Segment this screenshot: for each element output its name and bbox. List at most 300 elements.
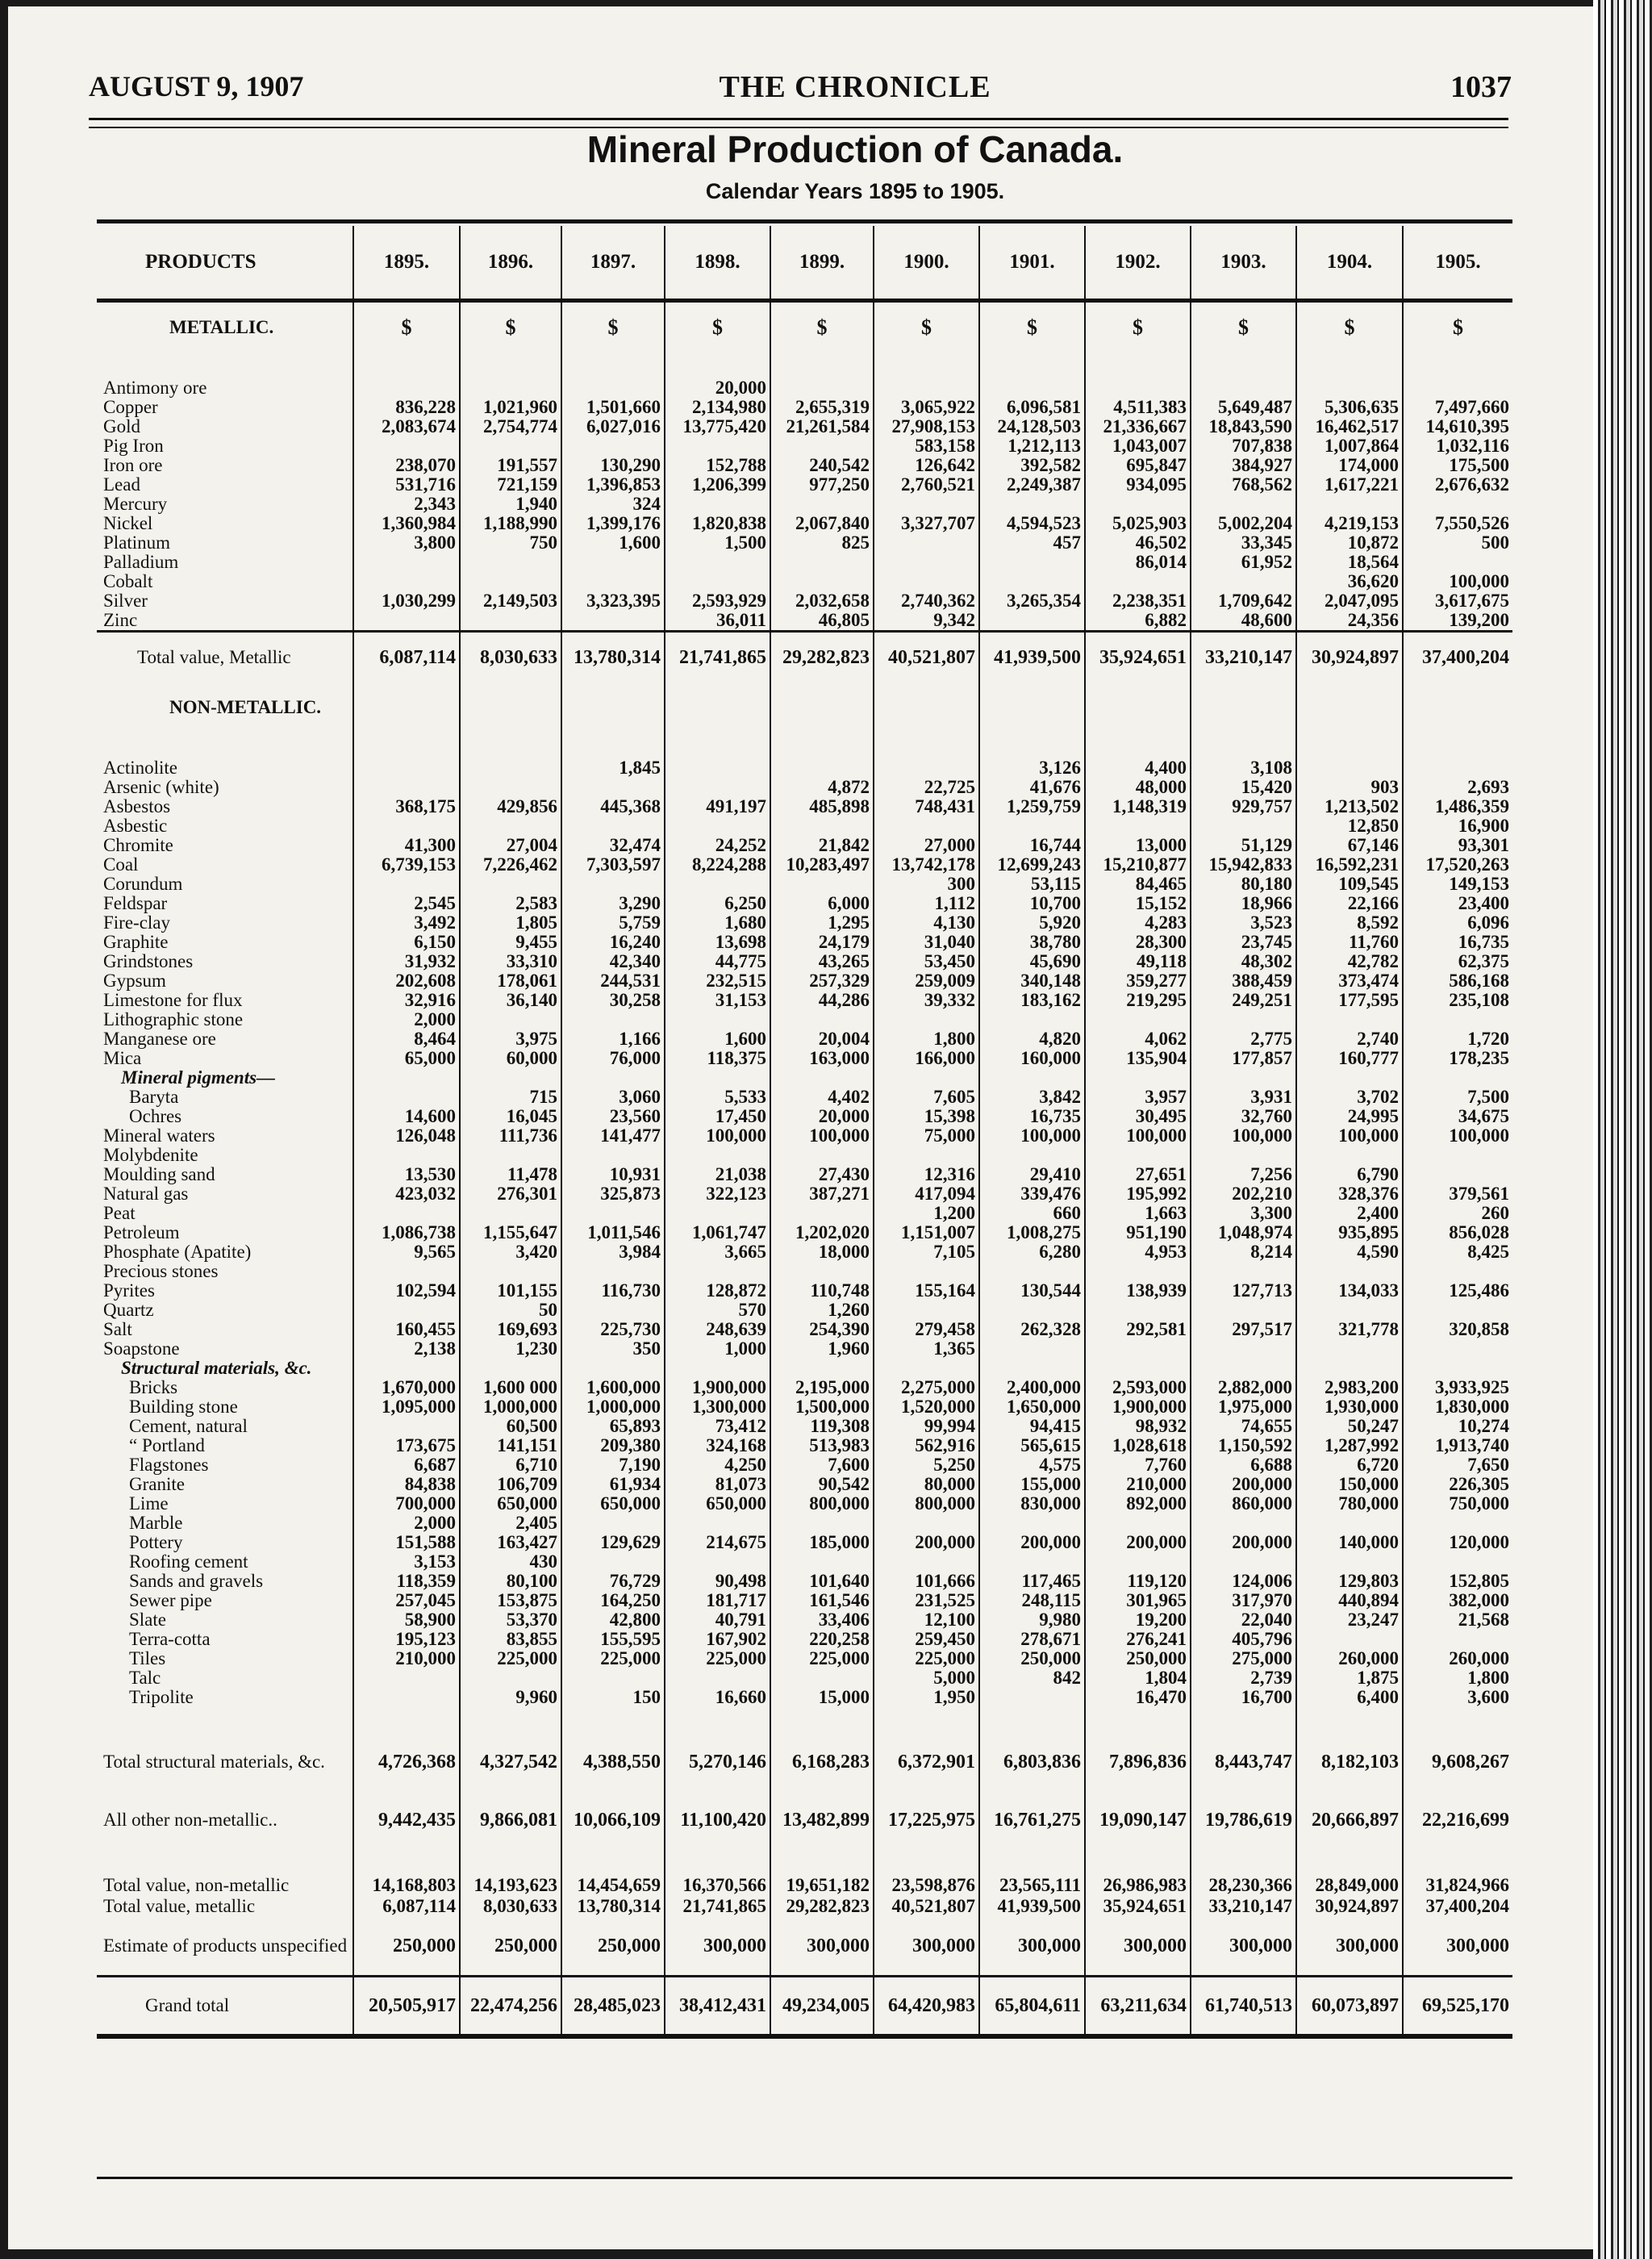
value-cell [561,733,665,758]
value-cell: 49,118 [1085,952,1191,971]
value-cell [1191,733,1296,758]
value-cell [353,875,460,894]
value-cell: 17,450 [665,1107,770,1126]
product-label: Silver [103,591,148,611]
value-cell: 126,048 [353,1126,460,1146]
value-cell: 100,000 [1191,1126,1296,1146]
products-header: PRODUCTS [97,226,353,301]
value-cell: 101,666 [874,1572,979,1591]
value-cell [874,572,979,591]
value-cell: 60,073,897 [1296,1977,1403,2037]
table-row [97,456,1512,475]
value-cell: 94,415 [979,1417,1085,1436]
year-header: 1896. [460,226,561,301]
value-cell: 11,478 [460,1165,561,1184]
value-cell [460,572,561,591]
value-cell: 13,780,314 [561,632,665,683]
value-cell [1085,816,1191,836]
value-cell: 5,649,487 [1191,398,1296,417]
table-row [97,1068,1512,1088]
value-cell: 3,975 [460,1029,561,1049]
value-cell: 1,188,990 [460,514,561,533]
value-cell: 20,666,897 [1296,1791,1403,1849]
value-cell: 491,197 [665,797,770,816]
value-cell: 31,040 [874,933,979,952]
value-cell: 1,600,000 [561,1378,665,1397]
table-row [97,778,1512,797]
value-cell [770,1068,874,1088]
spacer-row [97,1707,1512,1733]
value-cell: 124,006 [1191,1572,1296,1591]
value-cell [353,1262,460,1281]
value-cell [1403,1339,1512,1359]
value-cell: 339,476 [979,1184,1085,1204]
value-cell: 1,804 [1085,1668,1191,1688]
value-cell: 126,642 [874,456,979,475]
table-row [97,991,1512,1010]
value-cell [1191,1849,1296,1875]
value-cell: 214,675 [665,1533,770,1552]
value-cell [979,1339,1085,1359]
value-cell: 160,777 [1296,1049,1403,1068]
value-cell: 117,465 [979,1572,1085,1591]
value-cell: 235,108 [1403,991,1512,1010]
value-cell: 3,957 [1085,1088,1191,1107]
value-cell [979,1010,1085,1029]
value-cell: 1,095,000 [353,1397,460,1417]
value-cell: 22,474,256 [460,1977,561,2037]
value-cell: 175,500 [1403,456,1512,475]
value-cell: 119,308 [770,1417,874,1436]
value-cell [770,1668,874,1688]
value-cell: 125,486 [1403,1281,1512,1301]
value-cell: 42,782 [1296,952,1403,971]
value-cell: 16,761,275 [979,1791,1085,1849]
value-cell [353,378,460,398]
value-cell: 6,250 [665,894,770,913]
publication-name: THE CHRONICLE [719,70,991,104]
product-label: Mercury [103,495,168,514]
product-label [97,733,353,758]
value-cell [353,1707,460,1733]
value-cell: 359,277 [1085,971,1191,991]
value-cell [1191,1068,1296,1088]
value-cell [1191,1301,1296,1320]
value-cell: 5,270,146 [665,1733,770,1791]
value-cell [874,1514,979,1533]
value-cell: 1,500,000 [770,1397,874,1417]
product-label: Pyrites [103,1281,155,1301]
value-cell: 6,687 [353,1455,460,1475]
value-cell: 225,000 [665,1649,770,1668]
value-cell: 42,340 [561,952,665,971]
value-cell: 780,000 [1296,1494,1403,1514]
value-cell: 23,247 [1296,1610,1403,1630]
value-cell: 16,592,231 [1296,855,1403,875]
value-cell [561,1514,665,1533]
value-cell: 1,663 [1085,1204,1191,1223]
year-header: 1904. [1296,226,1403,301]
value-cell: 61,934 [561,1475,665,1494]
value-cell: 9,442,435 [353,1791,460,1849]
value-cell: 200,000 [1191,1475,1296,1494]
table-row [97,1146,1512,1165]
product-label: Tripolite [129,1688,194,1707]
value-cell: 2,740 [1296,1029,1403,1049]
value-cell [1296,1301,1403,1320]
value-cell: 3,702 [1296,1088,1403,1107]
value-cell: 12,100 [874,1610,979,1630]
value-cell: 20,000 [770,1107,874,1126]
value-cell: 10,931 [561,1165,665,1184]
value-cell: 177,857 [1191,1049,1296,1068]
value-cell: 6,168,283 [770,1733,874,1791]
value-cell: 138,939 [1085,1281,1191,1301]
value-cell: 65,000 [353,1049,460,1068]
value-cell: 20,004 [770,1029,874,1049]
value-cell: 6,710 [460,1455,561,1475]
value-cell: 6,087,114 [353,1896,460,1917]
value-cell: 2,983,200 [1296,1378,1403,1397]
value-cell: 32,916 [353,991,460,1010]
value-cell: 5,250 [874,1455,979,1475]
value-cell [561,1204,665,1223]
table-row [97,436,1512,456]
value-cell: 130,290 [561,456,665,475]
value-cell: 149,153 [1403,875,1512,894]
product-label: Tiles [129,1649,166,1668]
value-cell [561,1262,665,1281]
product-label: Asbestos [103,797,171,816]
value-cell [353,1088,460,1107]
value-cell [1085,1262,1191,1281]
value-cell: 7,256 [1191,1165,1296,1184]
value-cell: 225,000 [460,1649,561,1668]
value-cell: 892,000 [1085,1494,1191,1514]
value-cell: 1,021,960 [460,398,561,417]
value-cell [979,1068,1085,1088]
value-cell: 650,000 [561,1494,665,1514]
value-cell [1296,1146,1403,1165]
value-cell: 300 [874,875,979,894]
table-row [97,875,1512,894]
value-cell: 5,025,903 [1085,514,1191,533]
table-row [97,1533,1512,1552]
value-cell: 16,744 [979,836,1085,855]
value-cell: 250,000 [1085,1649,1191,1668]
value-cell: 249,251 [1191,991,1296,1010]
value-cell: 1,950 [874,1688,979,1707]
value-cell: 1,213,502 [1296,797,1403,816]
value-cell: 63,211,634 [1085,1977,1191,2037]
value-cell [770,553,874,572]
value-cell: 257,329 [770,971,874,991]
value-cell: 200,000 [874,1533,979,1552]
value-cell: 38,780 [979,933,1085,952]
value-cell [561,816,665,836]
value-cell: 28,300 [1085,933,1191,952]
value-cell: 4,250 [665,1455,770,1475]
value-cell [770,572,874,591]
value-cell: 40,521,807 [874,1896,979,1917]
value-cell: 1,260 [770,1301,874,1320]
total-row [97,1733,1512,1791]
table-row [97,1688,1512,1707]
value-cell: 13,000 [1085,836,1191,855]
value-cell: 388,459 [1191,971,1296,991]
value-cell: 22,040 [1191,1610,1296,1630]
value-cell [874,553,979,572]
product-label: Molybdenite [103,1146,198,1165]
value-cell: 26,986,983 [1085,1875,1191,1896]
value-cell: 6,790 [1296,1165,1403,1184]
value-cell [353,778,460,797]
product-label: Gold [103,417,140,436]
value-cell [665,1068,770,1088]
value-cell: 73,412 [665,1417,770,1436]
value-cell: 6,372,901 [874,1733,979,1791]
value-cell: 1,875 [1296,1668,1403,1688]
value-cell [460,1204,561,1223]
value-cell: 20,000 [665,378,770,398]
value-cell: 28,230,366 [1191,1875,1296,1896]
value-cell: 16,045 [460,1107,561,1126]
value-cell: 21,261,584 [770,417,874,436]
value-cell [561,1552,665,1572]
value-cell: 423,032 [353,1184,460,1204]
value-cell: 2,067,840 [770,514,874,533]
value-cell: 80,000 [874,1475,979,1494]
value-cell [874,1359,979,1378]
value-cell: 570 [665,1301,770,1320]
value-cell: 16,470 [1085,1688,1191,1707]
value-cell: 14,600 [353,1107,460,1126]
value-cell [874,1301,979,1320]
value-cell: 42,800 [561,1610,665,1630]
value-cell: 6,096 [1403,913,1512,933]
product-label: Estimate of products unspecified [103,1935,348,1956]
value-cell: 30,924,897 [1296,1896,1403,1917]
value-cell: 2,754,774 [460,417,561,436]
value-cell [561,875,665,894]
value-cell [770,1262,874,1281]
value-cell: 1,166 [561,1029,665,1049]
value-cell [1296,378,1403,398]
value-cell: 721,159 [460,475,561,495]
product-label: Building stone [129,1397,238,1417]
value-cell: 5,000 [874,1668,979,1688]
value-cell [1085,1514,1191,1533]
table-row [97,758,1512,778]
value-cell: 155,164 [874,1281,979,1301]
value-cell: 102,594 [353,1281,460,1301]
value-cell: 1,396,853 [561,475,665,495]
table-row [97,1436,1512,1455]
value-cell: 16,735 [979,1107,1085,1126]
value-cell: 23,598,876 [874,1875,979,1896]
value-cell: 4,594,523 [979,514,1085,533]
value-cell: 4,872 [770,778,874,797]
value-cell: 262,328 [979,1320,1085,1339]
value-cell: 707,838 [1191,436,1296,456]
value-cell [1296,1010,1403,1029]
value-cell [979,1849,1085,1875]
value-cell: 141,477 [561,1126,665,1146]
value-cell: 225,000 [770,1649,874,1668]
value-cell: 7,226,462 [460,855,561,875]
value-cell [1403,553,1512,572]
value-cell [665,758,770,778]
value-cell: 69,525,170 [1403,1977,1512,2037]
table-row [97,816,1512,836]
value-cell: 715 [460,1088,561,1107]
product-label: Quartz [103,1301,154,1320]
value-cell: 1,360,984 [353,514,460,533]
value-cell: 81,073 [665,1475,770,1494]
product-label: Antimony ore [103,378,207,398]
value-cell: 8,464 [353,1029,460,1049]
value-cell: 1,028,618 [1085,1436,1191,1455]
value-cell: 324 [561,495,665,514]
value-cell [665,683,770,733]
mineral-production-table [97,226,1512,2039]
value-cell: 1,930,000 [1296,1397,1403,1417]
value-cell: 562,916 [874,1436,979,1455]
value-cell [460,353,561,378]
value-cell: 1,800 [874,1029,979,1049]
value-cell [1085,1010,1191,1029]
value-cell: 27,430 [770,1165,874,1184]
value-cell: 1,830,000 [1403,1397,1512,1417]
value-cell: 22,216,699 [1403,1791,1512,1849]
value-cell: 1,151,007 [874,1223,979,1242]
value-cell: 1,043,007 [1085,436,1191,456]
product-label: Chromite [103,836,173,855]
value-cell [460,378,561,398]
value-cell: 13,698 [665,933,770,952]
value-cell: 8,030,633 [460,632,561,683]
value-cell: 202,210 [1191,1184,1296,1204]
value-cell: 750 [460,533,561,553]
value-cell: 7,600 [770,1455,874,1475]
value-cell: 260,000 [1296,1649,1403,1668]
value-cell [1191,1339,1296,1359]
value-cell: 300,000 [770,1917,874,1977]
value-cell: 1,845 [561,758,665,778]
value-cell: 200,000 [1191,1533,1296,1552]
value-cell [979,1359,1085,1378]
table-row [97,836,1512,855]
spacer-row [97,733,1512,758]
value-cell: 153,875 [460,1591,561,1610]
value-cell: 1,300,000 [665,1397,770,1417]
value-cell [1085,1068,1191,1088]
value-cell: 257,045 [353,1591,460,1610]
value-cell: 3,523 [1191,913,1296,933]
value-cell [770,875,874,894]
value-cell [665,1204,770,1223]
value-cell: 27,004 [460,836,561,855]
value-cell [353,553,460,572]
value-cell: 800,000 [770,1494,874,1514]
value-cell [1191,1262,1296,1281]
value-cell: 129,629 [561,1533,665,1552]
year-header: 1899. [770,226,874,301]
value-cell [665,1849,770,1875]
value-cell: 6,803,836 [979,1733,1085,1791]
value-cell: 167,902 [665,1630,770,1649]
value-cell: $ [1191,301,1296,353]
value-cell [561,1010,665,1029]
value-cell: 6,280 [979,1242,1085,1262]
product-label: Total value, metallic [103,1896,256,1916]
value-cell: 13,482,899 [770,1791,874,1849]
value-cell: 60,000 [460,1049,561,1068]
value-cell: 1,900,000 [665,1378,770,1397]
value-cell [770,353,874,378]
value-cell: 14,168,803 [353,1875,460,1896]
value-cell [561,572,665,591]
value-cell: 250,000 [460,1917,561,1977]
value-cell [460,436,561,456]
table-row [97,611,1512,632]
value-cell: 18,966 [1191,894,1296,913]
value-cell: 3,065,922 [874,398,979,417]
value-cell: 2,195,000 [770,1378,874,1397]
value-cell [770,495,874,514]
value-cell: 41,676 [979,778,1085,797]
value-cell: 14,610,395 [1403,417,1512,436]
value-cell [353,1146,460,1165]
value-cell: 169,693 [460,1320,561,1339]
value-cell: 2,655,319 [770,398,874,417]
product-label: Cobalt [103,572,153,591]
value-cell [979,1262,1085,1281]
value-cell: 152,788 [665,456,770,475]
value-cell [1191,1359,1296,1378]
value-cell: 325,873 [561,1184,665,1204]
value-cell: 86,014 [1085,553,1191,572]
value-cell: 6,739,153 [353,855,460,875]
value-cell: 7,605 [874,1088,979,1107]
product-label: Talc [129,1668,161,1688]
value-cell: 1,000,000 [561,1397,665,1417]
value-cell: 185,000 [770,1533,874,1552]
value-cell: 650,000 [460,1494,561,1514]
value-cell [353,436,460,456]
table-row [97,1262,1512,1281]
total-row [97,1791,1512,1849]
value-cell [979,378,1085,398]
value-cell: 164,250 [561,1591,665,1610]
value-cell [353,353,460,378]
value-cell [1403,1849,1512,1875]
product-label: Pig Iron [103,436,164,456]
value-cell: 36,011 [665,611,770,632]
value-cell: 43,265 [770,952,874,971]
product-label: Mica [103,1049,142,1068]
value-cell: 4,062 [1085,1029,1191,1049]
value-cell: 1,940 [460,495,561,514]
value-cell [561,611,665,632]
value-cell: 8,443,747 [1191,1733,1296,1791]
value-cell: 2,693 [1403,778,1512,797]
value-cell: 62,375 [1403,952,1512,971]
table-row [97,1204,1512,1223]
value-cell: 1,206,399 [665,475,770,495]
value-cell: 53,450 [874,952,979,971]
value-cell: 860,000 [1191,1494,1296,1514]
